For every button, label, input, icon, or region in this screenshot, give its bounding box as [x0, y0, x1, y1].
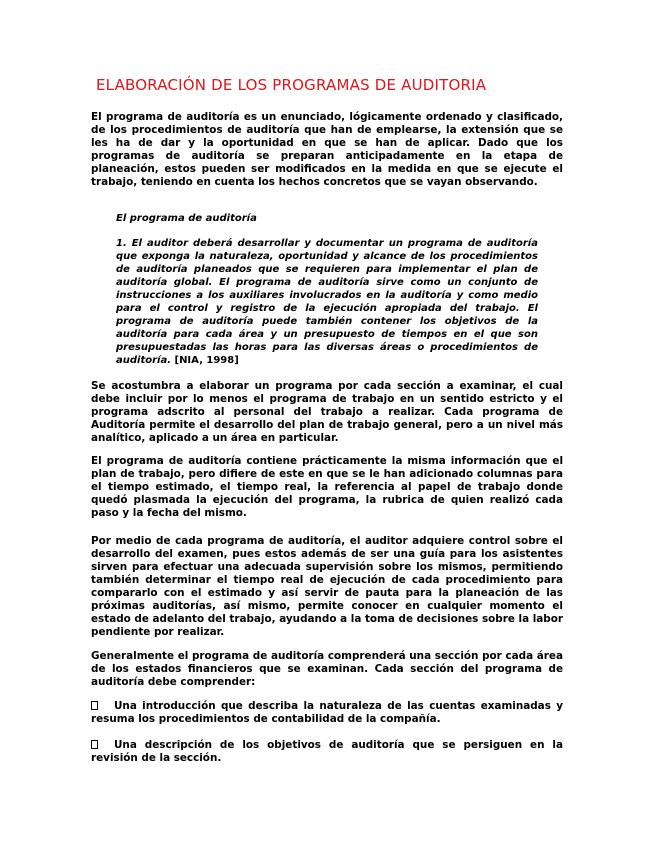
quote-text: 1. El auditor deberá desarrollar y documentar un programa de auditoría que exponga la naturaleza, oportunidad y alcance de los procedimientos de auditoría planeados que se requieren para implementar el plan de auditoría global. El programa de auditoría sirve como un conjunto de instrucciones a los auxiliares involucrados en la auditoría y como medio para el control y registro de la ejecución apropiada del trabajo. El programa de auditoría puede también contener los objetivos de la auditoría para cada área y un presupuesto de tiempos en el que son presupuestadas las horas para las diversas áreas o procedimientos de auditoría. [116, 238, 538, 366]
quote-heading: El programa de auditoría [116, 213, 257, 224]
quote-reference: [NIA, 1998] [171, 355, 239, 366]
nia-quote [116, 237, 538, 367]
paragraph-sections: Se acostumbra a elaborar un programa por cada sección a examinar, el cual debe incluir por lo menos el programa de trabajo en un sentido estricto y el programa adscrito al personal del trabajo a realizar. Cada programa de Auditoría permite el desarrollo del plan de trabajo general, pero a un nivel más analítico, aplicado a un área en particular. [91, 380, 563, 444]
bullet-item [91, 700, 563, 726]
bullet-box-icon [91, 740, 98, 749]
paragraph-control: Por medio de cada programa de auditoría, el auditor adquiere control sobre el desarrollo del examen, pues estos además de ser una guía para los asistentes sirven para efectuar una adecuada supervisión sobre los mismos, permitiendo también determinar el tiempo real de ejecución de cada procedimiento para compararlo con el estimado y así servir de pauta para la planeación de las próximas auditorías, así mismo, permite conocer en cualquier momento el estado de adelanto del trabajo, ayudando a la toma de decisiones sobre la labor pendiente por realizar. [91, 535, 563, 638]
bullet-text: Una introducción que describa la naturaleza de las cuentas examinadas y resuma los procedimientos de contabilidad de la compañía. [91, 700, 563, 725]
bullet-box-icon [91, 701, 98, 710]
paragraph-contents: El programa de auditoría contiene prácticamente la misma información que el plan de trabajo, pero difiere de este en que se le han adicionado columnas para el tiempo estimado, el tiempo real, la referencia al papel de trabajo donde quedó plasmada la ejecución del programa, la rubrica de quien realizó cada paso y la fecha del mismo. [91, 455, 563, 519]
document-title: ELABORACIÓN DE LOS PROGRAMAS DE AUDITORIA [96, 76, 487, 94]
intro-paragraph: El programa de auditoría es un enunciado, lógicamente ordenado y clasificado, de los procedimientos de auditoría que han de emplearse, la extensión que se les ha de dar y la oportunidad en que se han de aplicar. Dado que los programas de auditoría se preparan anticipadamente en la etapa de planeación, estos pueden ser modificados en la medida en que se ejecute el trabajo, teniendo en cuenta los hechos concretos que se vayan observando. [91, 111, 563, 188]
paragraph-structure: Generalmente el programa de auditoría comprenderá una sección por cada área de los estados financieros que se examinan. Cada sección del programa de auditoría debe comprender: [91, 650, 563, 688]
bullet-text: Una descripción de los objetivos de auditoría que se persiguen en la revisión de la sección. [91, 739, 563, 764]
bullet-item [91, 739, 563, 765]
